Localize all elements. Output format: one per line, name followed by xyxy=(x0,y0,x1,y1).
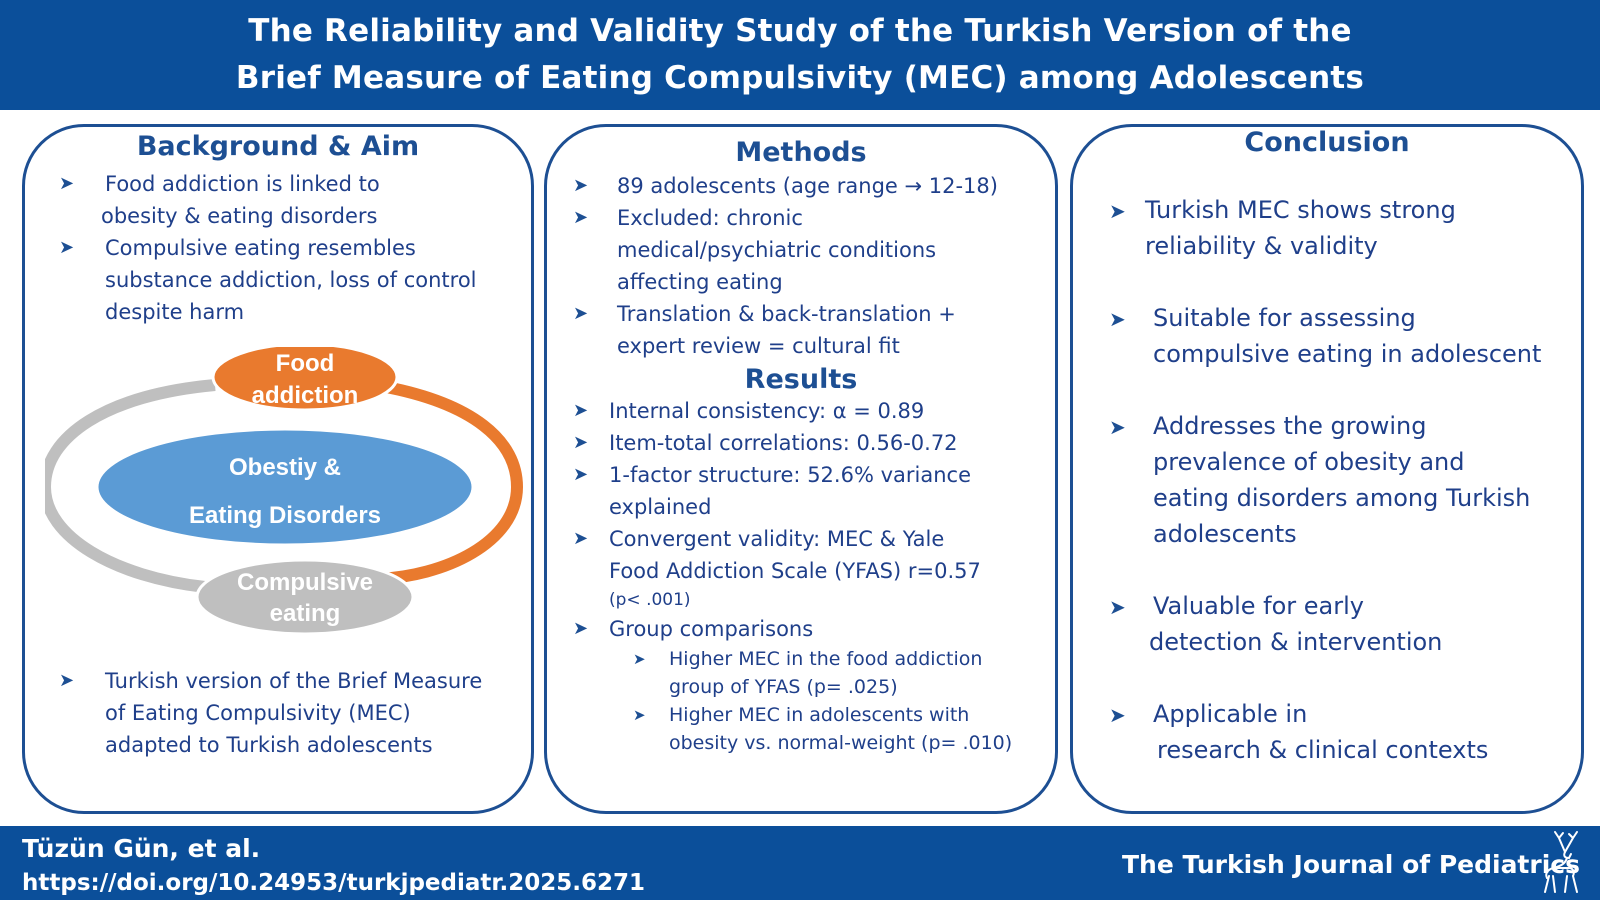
list-item: ➤ 1-factor structure: 52.6% variance explained xyxy=(573,459,1055,523)
conclusion-title: Conclusion xyxy=(1244,127,1410,158)
list-item: ➤ 89 adolescents (age range → 12-18) xyxy=(573,170,1055,202)
background-panel xyxy=(22,124,534,814)
authors: Tüzün Gün, et al. xyxy=(22,834,261,863)
arrowhead-bullet-icon: ➤ xyxy=(59,173,75,194)
food-addiction-label: Food xyxy=(275,350,335,377)
arrowhead-bullet-icon: ➤ xyxy=(1109,307,1126,331)
list-item: ➤ Applicable in research & clinical contexts xyxy=(1109,696,1581,768)
methods-title: Methods xyxy=(735,137,867,168)
arrowhead-bullet-icon: ➤ xyxy=(573,432,589,453)
arrowhead-bullet-icon: ➤ xyxy=(573,175,589,196)
obesity-cycle-diagram xyxy=(45,347,525,647)
list-item: ➤ Group comparisons xyxy=(573,613,1055,645)
journal-name: The Turkish Journal of Pediatrics xyxy=(1122,850,1580,879)
arrowhead-bullet-icon: ➤ xyxy=(59,237,75,258)
list-item: ➤ Addresses the growing prevalence of obesity and eating disorders among Turkish adolescents xyxy=(1109,408,1581,552)
p-value-note: (p< .001) xyxy=(609,590,691,610)
list-item: ➤ Food addiction is linked to obesity & eating disorders xyxy=(59,168,531,232)
arrowhead-bullet-icon: ➤ xyxy=(573,303,589,324)
arrowhead-bullet-icon: ➤ xyxy=(633,650,646,668)
arrowhead-bullet-icon: ➤ xyxy=(1109,703,1126,727)
list-item: ➤ Item-total correlations: 0.56-0.72 xyxy=(573,427,1055,459)
methods-results-panel xyxy=(544,124,1058,814)
list-item: ➤ Internal consistency: α = 0.89 xyxy=(573,395,1055,427)
title-line-2: Brief Measure of Eating Compulsivity (MEC) among Adolescents xyxy=(235,60,1365,96)
list-item: ➤ Compulsive eating resembles substance addiction, loss of control despite harm xyxy=(59,232,531,328)
deer-logo-icon xyxy=(1535,830,1589,896)
arrowhead-bullet-icon: ➤ xyxy=(573,400,589,421)
background-bottom-bullet xyxy=(59,665,482,761)
list-item: ➤ Suitable for assessing compulsive eating in adolescent xyxy=(1109,300,1581,372)
group-comparison-sub-bullets xyxy=(633,645,1055,757)
conclusion-bullets xyxy=(1109,192,1581,768)
conclusion-panel xyxy=(1070,124,1584,814)
list-item: ➤ Convergent validity: MEC & Yale Food Addiction Scale (YFAS) r=0.57 (p< .001) xyxy=(573,523,1055,613)
compulsive-eating-label: Compulsive xyxy=(236,569,374,596)
background-bullets xyxy=(59,168,531,328)
arrowhead-bullet-icon: ➤ xyxy=(59,670,75,691)
doi-link[interactable]: https://doi.org/10.24953/turkjpediatr.2025.6271 xyxy=(22,870,645,896)
list-item: ➤ Translation & back-translation + expert review = cultural fit xyxy=(573,298,1055,362)
list-item: ➤ Higher MEC in the food addiction group of YFAS (p= .025) xyxy=(633,645,1055,701)
arrowhead-bullet-icon: ➤ xyxy=(573,464,589,485)
arrowhead-bullet-icon: ➤ xyxy=(573,618,589,639)
methods-bullets xyxy=(573,170,1055,362)
results-title: Results xyxy=(744,364,858,395)
arrowhead-bullet-icon: ➤ xyxy=(573,528,589,549)
list-item: ➤ Excluded: chronic medical/psychiatric conditions affecting eating xyxy=(573,202,1055,298)
arrowhead-bullet-icon: ➤ xyxy=(1109,415,1126,439)
arrowhead-bullet-icon: ➤ xyxy=(633,706,646,724)
food-addiction-label: addiction xyxy=(251,382,359,409)
eating-disorders-label: Eating Disorders xyxy=(188,502,382,529)
background-title: Background & Aim xyxy=(136,131,420,162)
list-item: ➤ Turkish version of the Brief Measure of Eating Compulsivity (MEC) adapted to Turkish adolescents xyxy=(59,665,482,761)
list-item: ➤ Turkish MEC shows strong reliability & validity xyxy=(1109,192,1581,264)
poster-footer xyxy=(0,826,1600,900)
arrowhead-bullet-icon: ➤ xyxy=(1109,199,1126,223)
results-bullets xyxy=(573,395,1055,645)
arrowhead-bullet-icon: ➤ xyxy=(1109,595,1126,619)
poster-header xyxy=(0,0,1600,110)
obesity-label: Obestiy & xyxy=(228,454,342,481)
title-line-1: The Reliability and Validity Study of the Turkish Version of the xyxy=(248,13,1352,49)
arrowhead-bullet-icon: ➤ xyxy=(573,207,589,228)
list-item: ➤ Valuable for early detection & intervention xyxy=(1109,588,1581,660)
compulsive-eating-label: eating xyxy=(269,600,341,627)
list-item: ➤ Higher MEC in adolescents with obesity vs. normal-weight (p= .010) xyxy=(633,701,1055,757)
